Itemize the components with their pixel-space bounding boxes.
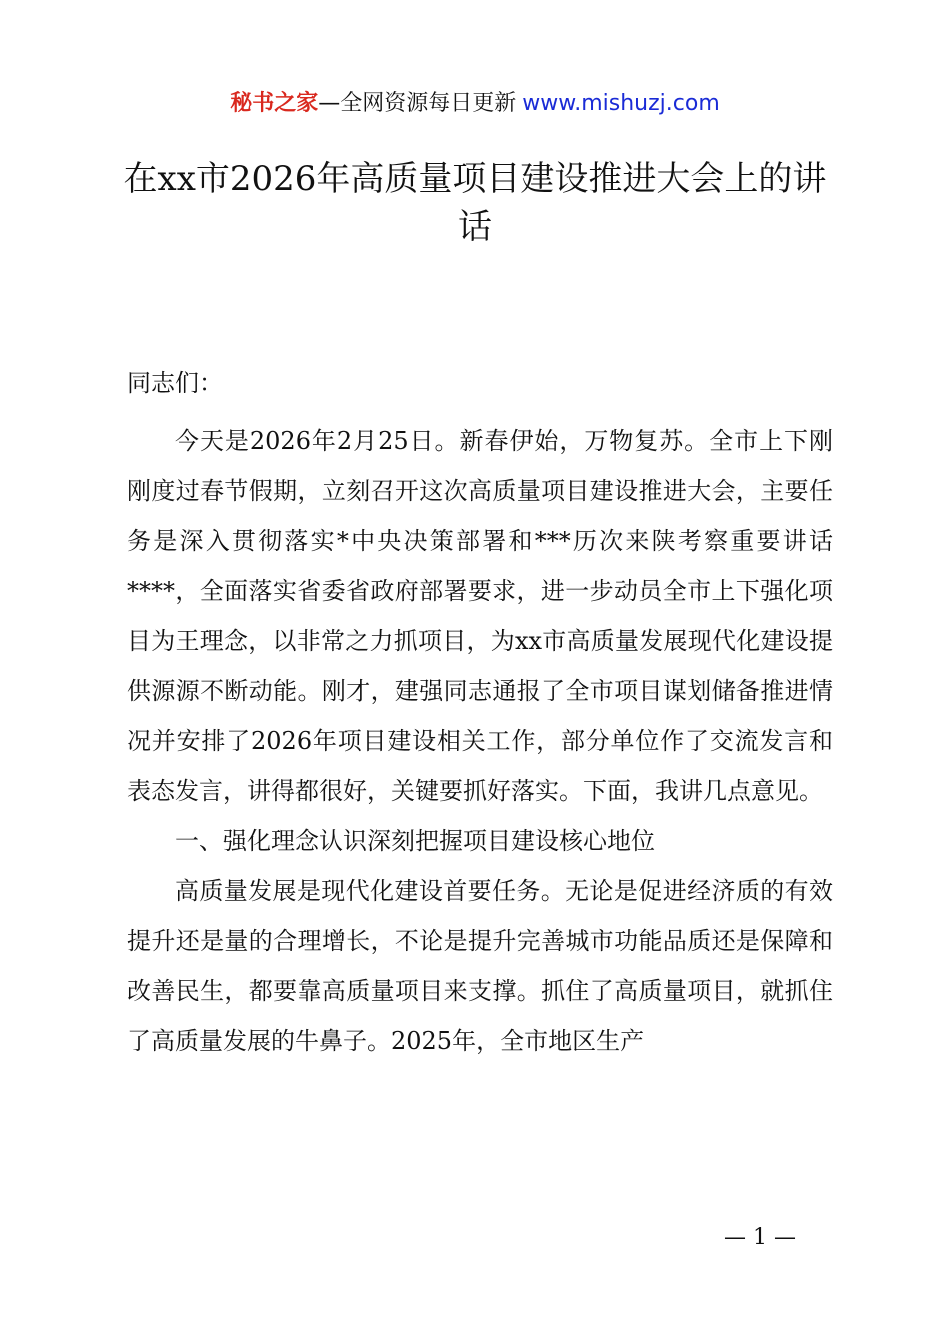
document-title: 在xx市2026年高质量项目建设推进大会上的讲话 [123,159,827,247]
banner-url-link[interactable]: www.mishuzj.com [522,91,720,116]
salutation: 同志们： [127,369,223,397]
section-1-paragraph: 高质量发展是现代化建设首要任务。无论是促进经济质的有效提升还是量的合理增长，不论是提升完善城市功能品质还是保障和改善民生，都要靠高质量项目来支撑。抓住了高质量项目，就抓住了高质量发展的牛鼻子。2025年，全市地区生产 [127,877,833,1055]
opening-paragraph: 今天是2026年2月25日。新春伊始，万物复苏。全市上下刚刚度过春节假期，立刻召开这次高质量项目建设推进大会，主要任务是深入贯彻落实*中央决策部署和***历次来陕考察重要讲话****，全面落实省委省政府部署要求，进一步动员全市上下强化项目为王理念，以非常之力抓项目，为xx市高质量发展现代化建设提供源源不断动能。刚才，建强同志通报了全市项目谋划储备推进情况并安排了2026年项目建设相关工作，部分单位作了交流发言和表态发言，讲得都很好，关键要抓好落实。下面，我讲几点意见。 [127,427,833,805]
document-body [127,358,833,1066]
banner-slogan: —全网资源每日更新 [318,91,517,116]
page-number: — 1 — [724,1225,796,1250]
site-banner [0,88,950,120]
section-heading-1: 一、强化理念认识深刻把握项目建设核心地位 [175,827,655,855]
brand-name: 秘书之家 [230,91,319,116]
